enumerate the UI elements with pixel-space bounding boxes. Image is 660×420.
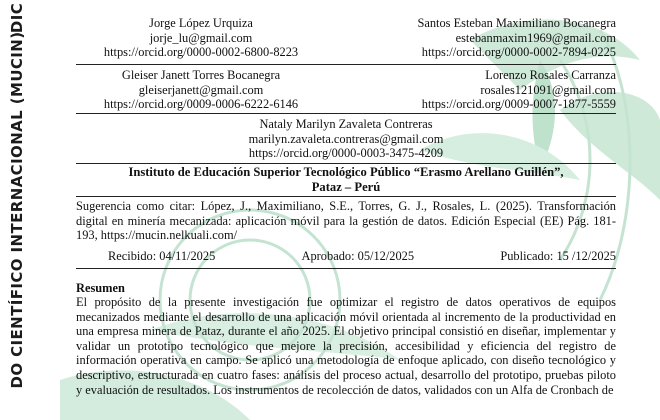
sidebar-journal-text: DO CIENTÍFICO INTERNACIONAL (MUCIN) — [8, 31, 26, 389]
author-card — [346, 68, 616, 112]
institution-line-1: Instituto de Educación Superior Tecnológico Público “Erasmo Arellano Guillén”, — [128, 165, 564, 179]
institution-affiliation — [76, 165, 616, 195]
journal-sidebar — [0, 0, 34, 420]
institution-line-2: Pataz – Perú — [311, 180, 381, 194]
abstract-title: Resumen — [76, 281, 125, 295]
publication-dates — [76, 249, 616, 264]
divider — [76, 268, 616, 269]
divider — [76, 64, 616, 65]
author-orcid[interactable]: https://orcid.org/0009-0007-1877-5559 — [421, 97, 616, 112]
citation-suggestion: Sugerencia como citar: López, J., Maximiliano, S.E., Torres, G. J., Rosales, L. (2025). Transformación digital en minería mecanizada: aplicación móvil para la gestión de datos. Edición Especial (EE) Pág. 181-193, https://mucin.nelkuali.com/ — [76, 199, 616, 243]
divider — [76, 113, 616, 114]
author-orcid[interactable]: https://orcid.org/0000-0002-7894-0225 — [421, 45, 616, 60]
author-card — [76, 16, 326, 60]
author-orcid[interactable]: https://orcid.org/0009-0006-6222-6146 — [103, 97, 299, 112]
received-date: Recibido: 04/11/2025 — [108, 249, 216, 263]
author-name: Gleiser Janett Torres Bocanegra — [121, 68, 281, 82]
author-name: Santos Esteban Maximiliano Bocanegra — [417, 16, 616, 30]
author-orcid[interactable]: https://orcid.org/0000-0003-3475-4209 — [248, 146, 444, 161]
sidebar-top-text: DIC — [8, 2, 26, 34]
authors-row-2 — [76, 68, 616, 112]
author-email[interactable]: rosales121091@gmail.com — [480, 82, 616, 97]
author-email[interactable]: marilyn.zavaleta.contreras@gmail.com — [248, 131, 444, 146]
author-email[interactable]: estebanmaxim1969@gmail.com — [455, 30, 616, 45]
author-card — [346, 16, 616, 60]
author-name: Nataly Marilyn Zavaleta Contreras — [259, 117, 433, 131]
divider — [76, 196, 616, 197]
author-email[interactable]: jorje_lu@gmail.com — [149, 30, 253, 45]
author-email[interactable]: gleiserjanett@gmail.com — [138, 82, 264, 97]
author-name: Jorge López Urquiza — [149, 16, 253, 30]
author-card — [76, 68, 326, 112]
published-date: Publicado: 15 /12/2025 — [500, 249, 616, 263]
divider — [76, 163, 616, 164]
authors-row-1 — [76, 16, 616, 60]
author-name: Lorenzo Rosales Carranza — [485, 68, 616, 82]
author-card — [76, 117, 616, 161]
approved-date: Aprobado: 05/12/2025 — [301, 249, 415, 263]
abstract-text: El propósito de la presente investigación fue optimizar el registro de datos operativos de equipos mecanizados mediante el desarrollo de una aplicación móvil orientada al incremento de la productividad en una empresa minera de Pataz, durante el año 2025. El objetivo principal consistió en diseñar, implementar y validar un prototipo tecnológico que mejore la precisión, accesibilidad y eficiencia del registro de información operativa en campo. Se aplicó una metodología de enfoque aplicado, con diseño tecnológico y descriptivo, estructurada en cuatro fases: análisis del proceso actual, desarrollo del prototipo, pruebas piloto y evaluación de resultados. Los instrumentos de recolección de datos, validados con un Alfa de Cronbach de — [76, 295, 616, 397]
author-orcid[interactable]: https://orcid.org/0000-0002-6800-8223 — [103, 45, 299, 60]
paper-content — [76, 0, 616, 420]
